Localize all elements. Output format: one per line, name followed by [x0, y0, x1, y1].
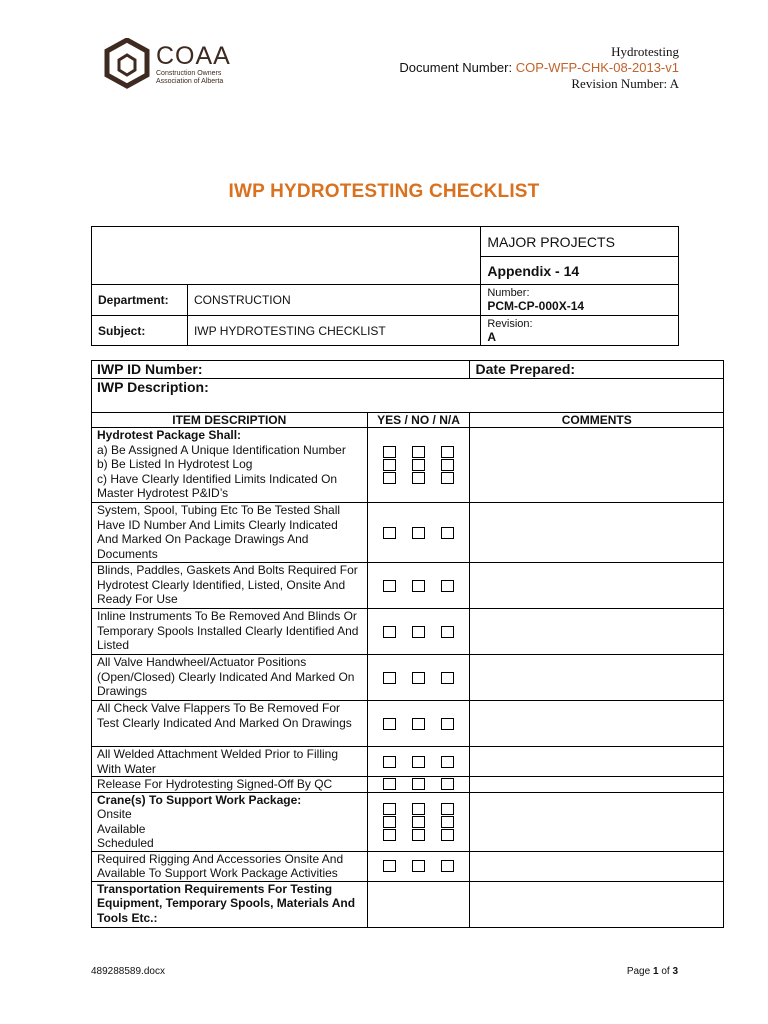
revision-cell [481, 316, 679, 346]
checklist-table [91, 360, 724, 928]
item-description [92, 747, 368, 777]
checkbox-no[interactable] [412, 756, 425, 768]
checkbox-no[interactable] [412, 527, 425, 539]
checkbox-group [368, 803, 470, 815]
item-description [92, 563, 368, 609]
logo-subtitle: Construction Owners Association of Alberta [156, 70, 224, 85]
iwp-description-label: IWP Description: [97, 379, 209, 395]
item-description [92, 701, 368, 747]
checkbox-no[interactable] [412, 672, 425, 684]
checkbox-na[interactable] [441, 718, 454, 730]
checkbox-no[interactable] [412, 803, 425, 815]
logo-text: COAA [156, 42, 231, 70]
item-description [92, 655, 368, 701]
document-header-info [399, 44, 679, 92]
checkbox-yes[interactable] [383, 756, 396, 768]
checkbox-yes[interactable] [383, 778, 396, 790]
checkbox-no[interactable] [412, 472, 425, 484]
comments-cell[interactable] [470, 655, 724, 701]
checkbox-no[interactable] [412, 816, 425, 828]
department-value: CONSTRUCTION [187, 285, 480, 316]
comments-cell[interactable] [470, 503, 724, 563]
coaa-logo [104, 38, 244, 90]
item-text: b) Be Listed In Hydrotest Log [97, 457, 253, 471]
checklist-row [92, 701, 724, 747]
col-header-yn: YES / NO / N/A [367, 413, 470, 428]
checkbox-group [368, 672, 470, 684]
checklist-row [92, 563, 724, 609]
item-description [92, 609, 368, 655]
yes-no-na-cell [367, 777, 470, 793]
checkbox-no[interactable] [412, 446, 425, 458]
department-label: Department: [92, 285, 188, 316]
checkbox-group [368, 816, 470, 828]
comments-cell[interactable] [470, 701, 724, 747]
checkbox-na[interactable] [441, 580, 454, 592]
comments-cell[interactable] [470, 777, 724, 793]
checkbox-na[interactable] [441, 778, 454, 790]
page-of: of [661, 966, 670, 977]
checklist-row [92, 777, 724, 793]
checkbox-group [368, 472, 470, 484]
checkbox-group [368, 756, 470, 768]
checkbox-na[interactable] [441, 472, 454, 484]
yes-no-na-cell [367, 503, 470, 563]
yes-no-na-cell [367, 747, 470, 777]
item-text: c) Have Clearly Identified Limits Indicated On Master Hydrotest P&ID’s [97, 471, 338, 500]
revision-line: Revision Number: A [571, 76, 679, 91]
item-description [92, 851, 368, 881]
comments-cell[interactable] [470, 609, 724, 655]
item-text: All Valve Handwheel/Actuator Positions (Open/Closed) Clearly Indicated And Marked On Drawings [97, 655, 355, 698]
appendix: Appendix - 14 [481, 257, 679, 285]
yes-no-na-cell [367, 701, 470, 747]
checklist-row [92, 655, 724, 701]
item-text: All Welded Attachment Welded Prior to Filling With Water [97, 747, 339, 776]
checkbox-yes[interactable] [383, 527, 396, 539]
item-description [92, 881, 368, 927]
page-title: IWP HYDROTESTING CHECKLIST [228, 181, 540, 202]
checkbox-yes[interactable] [383, 446, 396, 458]
checkbox-na[interactable] [441, 829, 454, 841]
item-title: Transportation Requirements For Testing Equipment, Temporary Spools, Materials And Tools Etc.: [97, 881, 356, 925]
checkbox-group [368, 778, 470, 790]
item-text: Onsite [97, 807, 132, 821]
item-description [92, 503, 368, 563]
item-text: All Check Valve Flappers To Be Removed For Test Clearly Indicated And Marked On Drawings [97, 701, 352, 730]
comments-cell[interactable] [470, 747, 724, 777]
checkbox-yes[interactable] [383, 803, 396, 815]
checkbox-group [368, 860, 470, 872]
item-text: a) Be Assigned A Unique Identification Number [97, 442, 346, 457]
comments-cell[interactable] [470, 792, 724, 851]
comments-cell[interactable] [470, 563, 724, 609]
checkbox-no[interactable] [412, 580, 425, 592]
checkbox-yes[interactable] [383, 718, 396, 730]
comments-cell[interactable] [470, 881, 724, 927]
info-table [91, 226, 679, 346]
item-title: Crane(s) To Support Work Package: [97, 792, 302, 807]
checkbox-na[interactable] [441, 459, 454, 471]
checkbox-group [368, 718, 470, 730]
checkbox-na[interactable] [441, 803, 454, 815]
checklist-row [92, 428, 724, 503]
info-blank-cell [92, 227, 481, 285]
item-description [92, 792, 368, 851]
item-text: Inline Instruments To Be Removed And Blinds Or Temporary Spools Installed Clearly Identified And Listed [97, 609, 359, 652]
page-word: Page [626, 966, 651, 977]
item-text: Blinds, Paddles, Gaskets And Bolts Required For Hydrotest Clearly Identified, Listed, Onsite And Ready For Use [97, 563, 358, 606]
checkbox-na[interactable] [441, 816, 454, 828]
page-current: 1 [652, 966, 659, 977]
checkbox-no[interactable] [412, 718, 425, 730]
checkbox-no[interactable] [412, 778, 425, 790]
iwp-description-field[interactable] [92, 379, 724, 413]
doc-number-value: COP-WFP-CHK-08-2013-v1 [515, 60, 679, 75]
hexagon-logo-icon [104, 38, 150, 90]
checkbox-yes[interactable] [383, 626, 396, 638]
yes-no-na-cell [367, 655, 470, 701]
iwp-id-label: IWP ID Number: [97, 361, 203, 377]
item-title: Hydrotest Package Shall: [97, 428, 242, 442]
item-text: Required Rigging And Accessories Onsite And Available To Support Work Package Activities [97, 851, 344, 880]
revision-label: Revision: [487, 317, 533, 330]
page-total: 3 [672, 966, 678, 977]
footer-page [627, 966, 678, 977]
number-label: Number: [487, 287, 530, 299]
checkbox-yes[interactable] [383, 580, 396, 592]
checkbox-yes[interactable] [383, 672, 396, 684]
checklist-row [92, 881, 724, 927]
yes-no-na-cell [367, 609, 470, 655]
yes-no-na-cell [367, 428, 470, 503]
number-value: PCM-CP-000X-14 [487, 299, 585, 313]
checklist-row [92, 747, 724, 777]
checkbox-na[interactable] [441, 626, 454, 638]
checkbox-group [368, 459, 470, 471]
checkbox-na[interactable] [441, 860, 454, 872]
footer-filename: 489288589.docx [91, 966, 165, 977]
yes-no-na-cell [367, 563, 470, 609]
subject-label: Subject: [92, 316, 188, 346]
checkbox-no[interactable] [412, 829, 425, 841]
checkbox-yes[interactable] [383, 860, 396, 872]
checkbox-group [368, 446, 470, 458]
date-prepared-label: Date Prepared: [475, 361, 576, 377]
checklist-row [92, 792, 724, 851]
revision-value: A [487, 329, 497, 344]
checklist-row [92, 609, 724, 655]
item-text: Scheduled [97, 836, 154, 850]
doc-number-label: Document Number: [399, 60, 513, 75]
checkbox-na[interactable] [441, 756, 454, 768]
yes-no-na-cell [367, 792, 470, 851]
checkbox-group [368, 527, 470, 539]
col-header-comments: COMMENTS [470, 413, 724, 428]
doc-title: Hydrotesting [611, 44, 679, 59]
checkbox-no[interactable] [412, 626, 425, 638]
checklist-row [92, 851, 724, 881]
col-header-item: ITEM DESCRIPTION [92, 413, 368, 428]
checklist-row [92, 503, 724, 563]
major-projects: MAJOR PROJECTS [481, 227, 679, 257]
checkbox-yes[interactable] [383, 829, 396, 841]
checkbox-na[interactable] [441, 446, 454, 458]
doc-number [399, 60, 679, 76]
date-prepared-field[interactable] [470, 361, 724, 379]
checkbox-yes[interactable] [383, 472, 396, 484]
checkbox-no[interactable] [412, 459, 425, 471]
checkbox-no[interactable] [412, 860, 425, 872]
checkbox-group [368, 829, 470, 841]
yes-no-na-cell [367, 851, 470, 881]
item-text: Release For Hydrotesting Signed-Off By QC [97, 777, 333, 791]
iwp-id-field[interactable] [92, 361, 470, 379]
item-description [92, 428, 368, 503]
item-text: Available [97, 821, 146, 836]
checkbox-group [368, 626, 470, 638]
comments-cell[interactable] [470, 428, 724, 503]
checkbox-na[interactable] [441, 527, 454, 539]
checkbox-yes[interactable] [383, 459, 396, 471]
item-text: System, Spool, Tubing Etc To Be Tested Shall Have ID Number And Limits Clearly Indicated And Marked On Package Drawings And Documents [97, 503, 341, 561]
checkbox-na[interactable] [441, 672, 454, 684]
item-description [92, 777, 368, 793]
checkbox-yes[interactable] [383, 816, 396, 828]
checkbox-group [368, 580, 470, 592]
subject-value: IWP HYDROTESTING CHECKLIST [187, 316, 480, 346]
comments-cell[interactable] [470, 851, 724, 881]
yes-no-na-cell [367, 881, 470, 927]
number-cell [481, 285, 679, 316]
